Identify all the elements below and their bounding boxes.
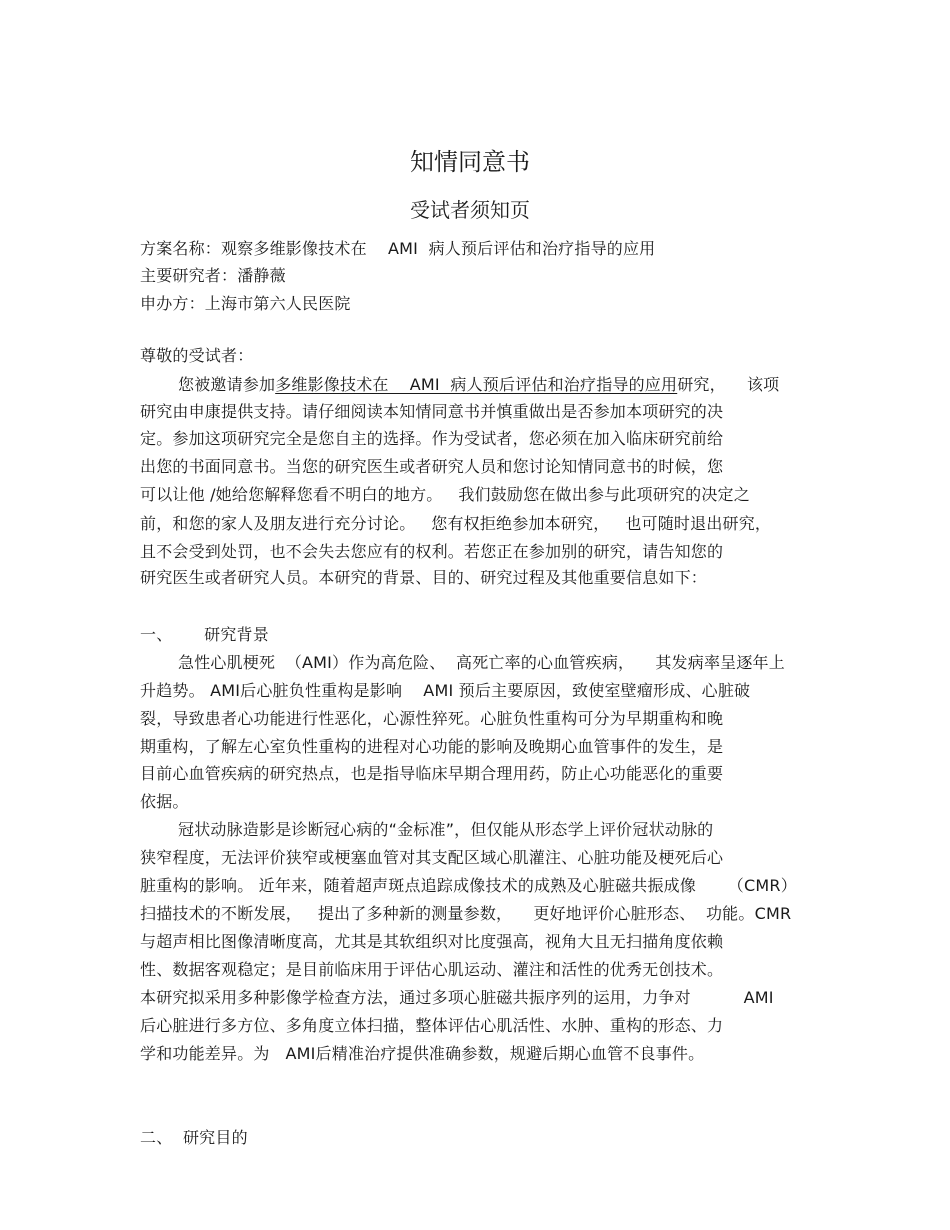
intro-line-4: 出您的书面同意书。当您的研究医生或者研究人员和您讨论知情同意书的时候，您 [140, 457, 724, 476]
section-1-p1-line-1: 急性心肌梗死 （AMI）作为高危险、 高死亡率的心血管疾病， 其发病率呈逐年上 [178, 653, 785, 672]
section-1-p1-line-6: 依据。 [140, 792, 189, 811]
section-1-p2-line-1: 冠状动脉造影是诊断冠心病的“金标准”，但仅能从形态学上评价冠状动脉的 [178, 820, 714, 839]
section-1-p1-line-2: 升趋势。 AMI后心脏负性重构是影响 AMI 预后主要原因，致使室壁瘤形成、心脏破 [140, 681, 751, 700]
intro-line-1 [178, 373, 779, 397]
intro-text-b: 研究， 该项 [677, 375, 780, 394]
section-1-p2-line-2: 狭窄程度，无法评价狭窄或梗塞血管对其支配区域心肌灌注、心脏功能及梗死后心 [140, 848, 724, 867]
section-1-p2-line-4: 扫描技术的不断发展， 提出了多种新的测量参数， 更好地评价心脏形态、 功能。CMR [140, 904, 792, 923]
principal-investigator: 主要研究者：潘静薇 [140, 266, 286, 285]
section-1-p1-line-3: 裂，导致患者心功能进行性恶化，心源性猝死。心脏负性重构可分为早期重构和晚 [140, 709, 724, 728]
intro-line-7: 且不会受到处罚，也不会失去您应有的权利。若您正在参加别的研究，请告知您的 [140, 542, 724, 561]
section-1-p2-line-6: 性、数据客观稳定；是目前临床用于评估心肌运动、灌注和活性的优秀无创技术。 [140, 960, 724, 979]
section-1-p2-line-8: 后心脏进行多方位、多角度立体扫描，整体评估心肌活性、水肿、重构的形态、力 [140, 1016, 724, 1035]
intro-line-2: 研究由申康提供支持。请仔细阅读本知情同意书并慎重做出是否参加本项研究的决 [140, 402, 724, 421]
study-name-underlined: 多维影像技术在 AMI 病人预后评估和治疗指导的应用 [275, 375, 678, 394]
protocol-name: 方案名称：观察多维影像技术在 AMI 病人预后评估和治疗指导的应用 [140, 239, 656, 258]
section-1-p1-line-5: 目前心血管疾病的研究热点，也是指导临床早期合理用药，防止心功能恶化的重要 [140, 764, 724, 783]
section-1-p2-line-7: 本研究拟采用多种影像学检查方法，通过多项心脏磁共振序列的运用，力争对 AMI [140, 988, 774, 1007]
intro-line-8: 研究医生或者研究人员。本研究的背景、目的、研究过程及其他重要信息如下： [140, 568, 708, 587]
intro-line-3: 定。参加这项研究完全是您自主的选择。作为受试者，您必须在加入临床研究前给 [140, 429, 724, 448]
section-1-heading: 一、 研究背景 [140, 625, 269, 644]
section-1-p2-line-3: 脏重构的影响。 近年来，随着超声斑点追踪成像技术的成熟及心脏磁共振成像 （CMR） [140, 876, 797, 895]
section-2-heading: 二、 研究目的 [140, 1128, 248, 1147]
intro-line-6: 前，和您的家人及朋友进行充分讨论。 您有权拒绝参加本研究， 也可随时退出研究， [140, 514, 772, 533]
section-1-p2-line-5: 与超声相比图像清晰度高，尤其是其软组织对比度强高，视角大且无扫描角度依赖 [140, 932, 724, 951]
section-1-p1-line-4: 期重构，了解左心室负性重构的进程对心功能的影响及晚期心血管事件的发生，是 [140, 737, 724, 756]
page-title: 知情同意书 [410, 148, 530, 176]
intro-line-5: 可以让他 /她给您解释您看不明白的地方。 我们鼓励您在做出参与此项研究的决定之 [140, 485, 750, 504]
salutation: 尊敬的受试者： [140, 346, 254, 365]
section-1-p2-line-9: 学和功能差异。为 AMI后精准治疗提供准确参数，规避后期心血管不良事件。 [140, 1044, 705, 1063]
sponsor: 申办方：上海市第六人民医院 [140, 294, 351, 313]
intro-text-a: 您被邀请参加 [178, 375, 276, 394]
page-subtitle: 受试者须知页 [410, 198, 530, 222]
